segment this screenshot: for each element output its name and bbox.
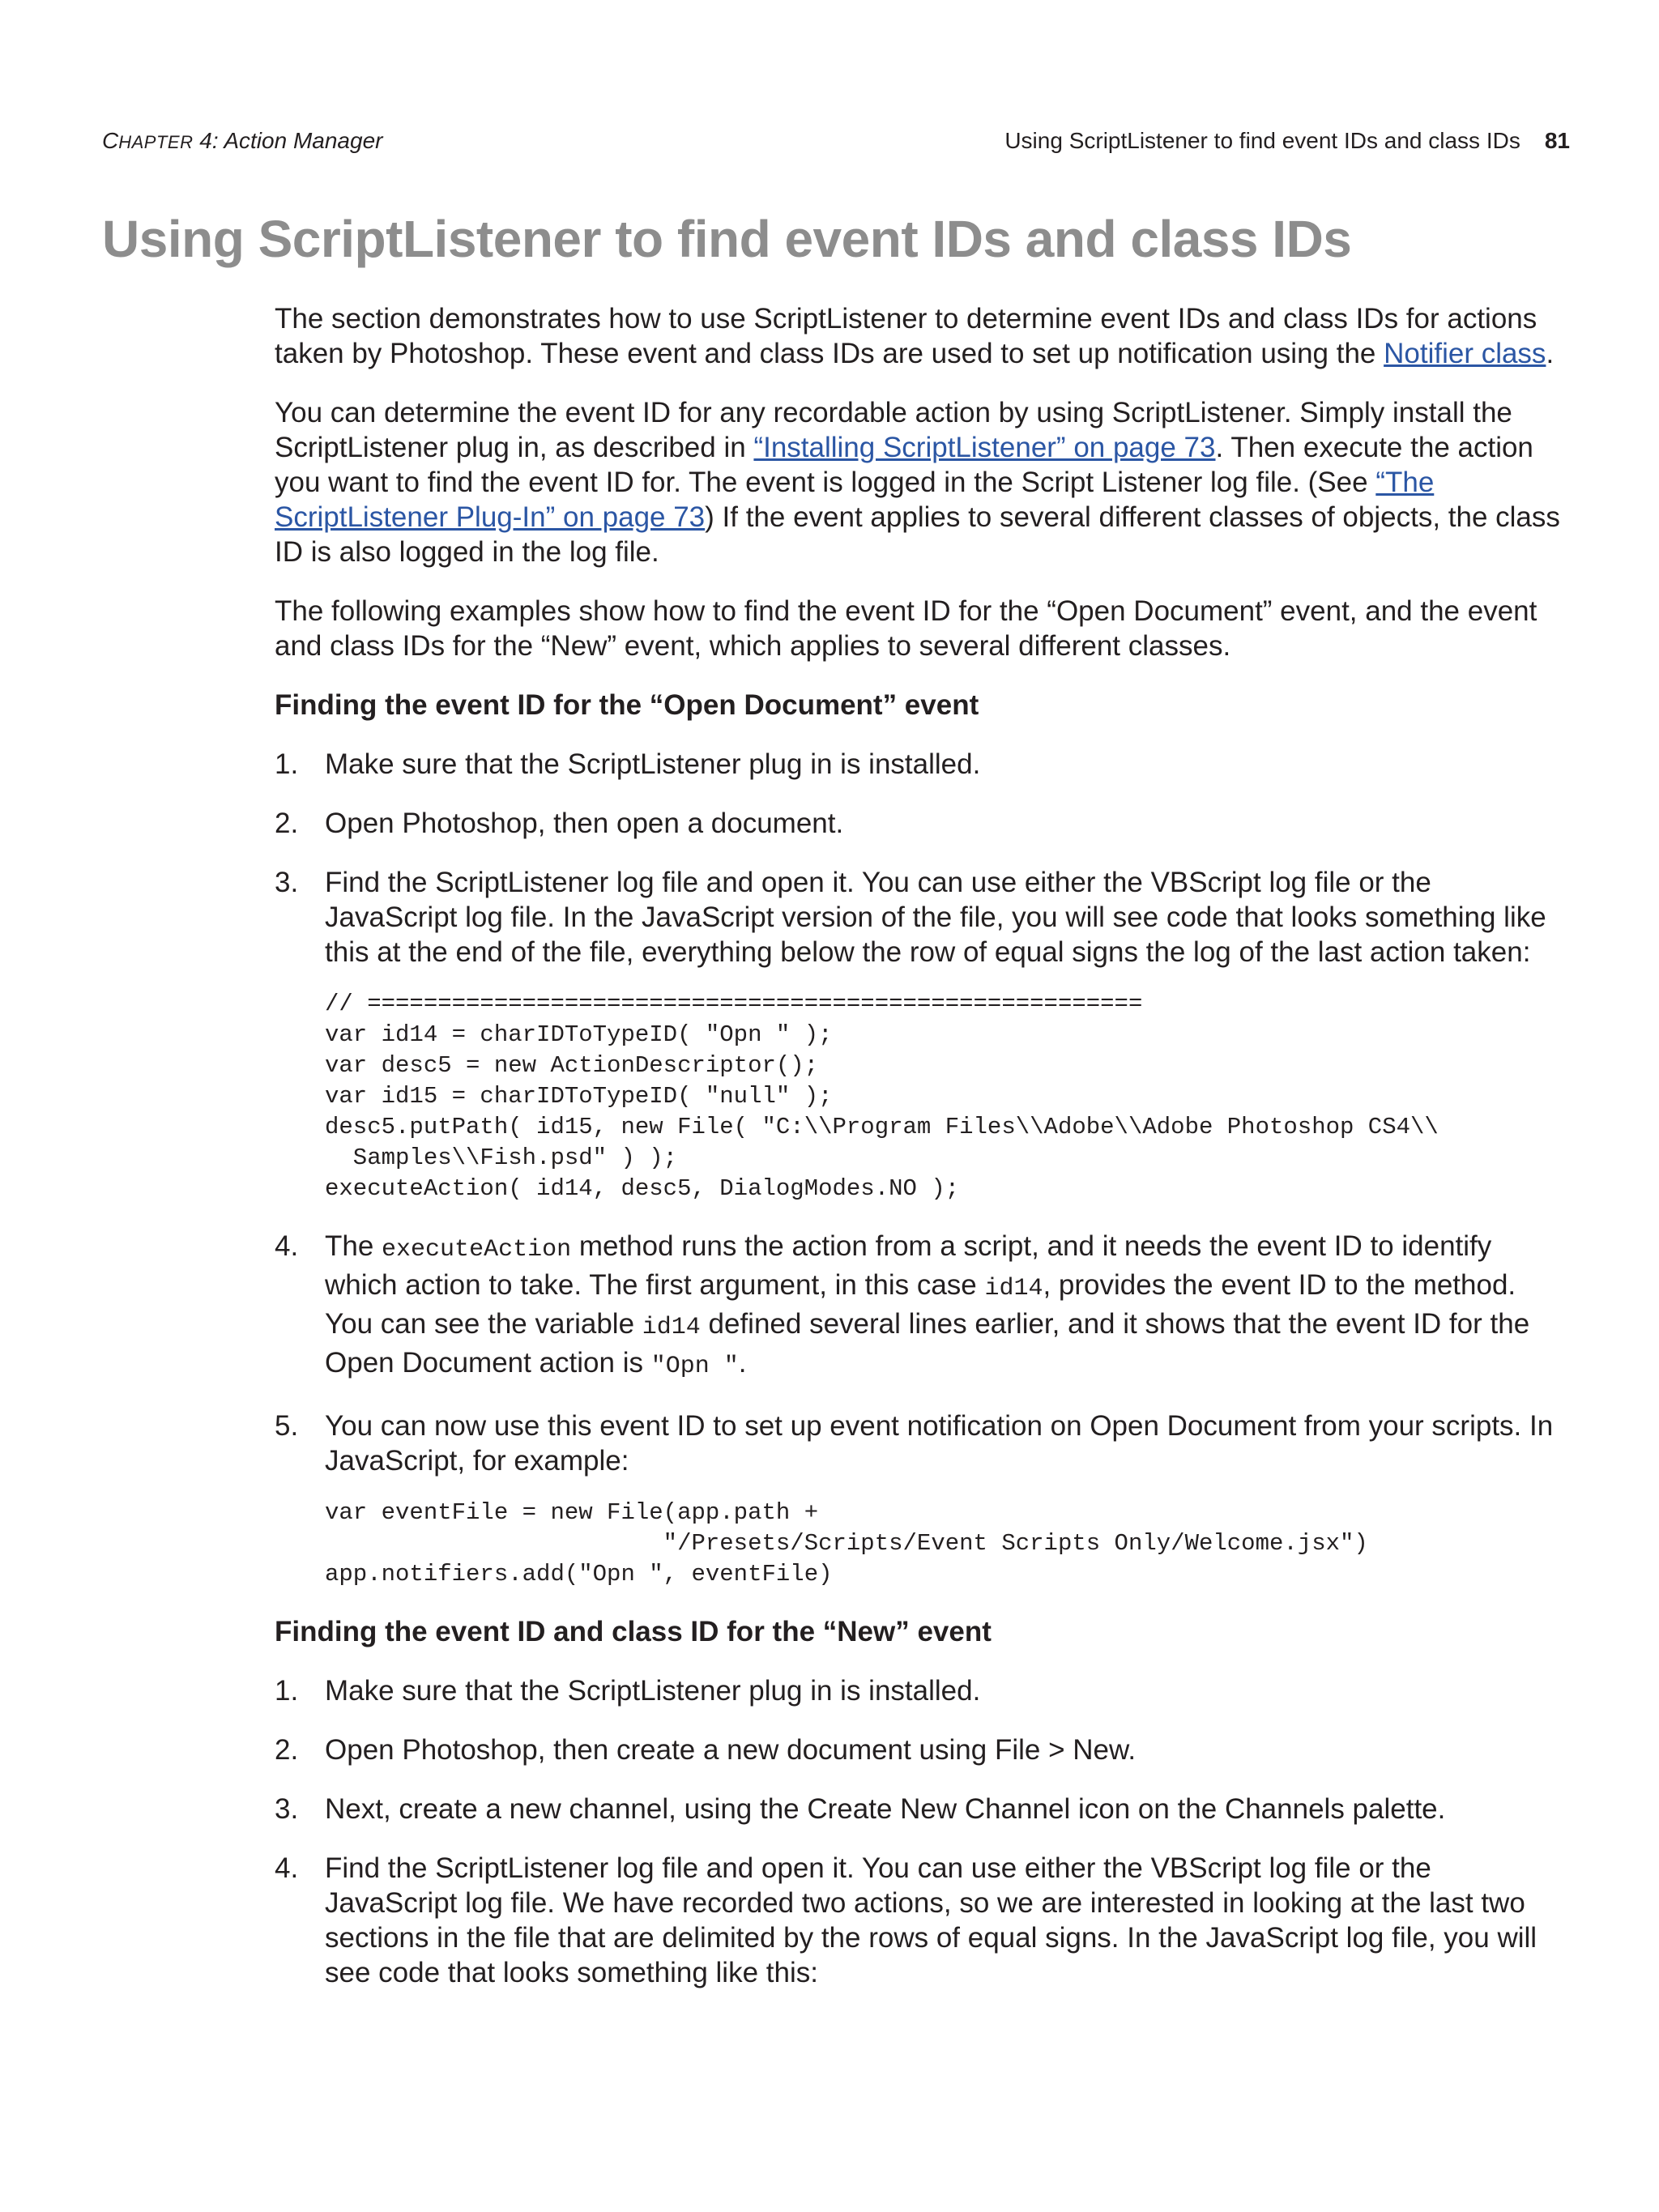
intro-paragraph-2: You can determine the event ID for any recordable action by using ScriptListener. Simply install the ScriptListener plug in, as described in “Installing ScriptListener” on page 73. Then execute the action you want to find the event ID for. The event is logged in the Script Listener log file. (See “The ScriptListener Plug-In” on page 73) If the event applies to several different classes of objects, the class ID is also logged in the log file. xyxy=(275,397,1560,568)
intro-paragraph-1: The section demonstrates how to use ScriptListener to determine event IDs and class IDs for actions taken by Photoshop. These event and class IDs are used to set up notification using the Notifier class. xyxy=(275,303,1555,369)
list-item: 3. Find the ScriptListener log file and open it. You can use either the VBScript log file or the JavaScript log file. In the JavaScript version of the file, you will see code that looks something like this at the end of the file, everything below the row of equal signs the log of the last action taken: // ======================================================= var id14 = charIDToTypeID( "Opn " ); var desc5 = new ActionDescriptor(); var id15 = charIDToTypeID( "null" ); desc5.putPath( id15, new File( "C:\\Program Files\\Adobe\\Adobe Photoshop CS4\\ Samples\\Fish.psd" ) ); executeAction( id14, desc5, DialogModes.NO ); xyxy=(275,865,1571,1204)
intro-paragraph-3: The following examples show how to find the event ID for the “Open Document” event, and the event and class IDs for the “New” event, which applies to several different classes. xyxy=(275,595,1537,662)
list-item: 3. Next, create a new channel, using the Create New Channel icon on the Channels palette. xyxy=(275,1793,1446,1825)
list-item: 1. Make sure that the ScriptListener plug in is installed. xyxy=(275,1675,981,1707)
new-event-steps xyxy=(275,1673,1571,1990)
list-item: 1. Make sure that the ScriptListener plug in is installed. xyxy=(275,748,981,780)
section-heading-open-document: Finding the event ID for the “Open Document” event xyxy=(275,689,979,721)
page-number: 81 xyxy=(1544,128,1570,153)
list-item: 2. Open Photoshop, then open a document. xyxy=(275,808,844,839)
list-item: 4. Find the ScriptListener log file and open it. You can use either the VBScript log file or the JavaScript log file. We have recorded two actions, so we are interested in looking at the last two sections in the file that are delimited by the rows of equal signs. In the JavaScript log file, you will see code that looks something like this: xyxy=(275,1852,1537,1988)
code-block-notifier: var eventFile = new File(app.path + "/Presets/Scripts/Event Scripts Only/Welcome.jsx") app.notifiers.add("Opn ", eventFile) xyxy=(325,1499,1368,1588)
running-header xyxy=(102,128,1570,160)
chapter-label: CHAPTER 4: Action Manager xyxy=(102,128,383,153)
code-block-open-log: // ======================================================= var id14 = charIDToTypeID( "Opn " ); var desc5 = new ActionDescriptor(); var id15 = charIDToTypeID( "null" ); desc5.putPath( id15, new File( "C:\\Program Files\\Adobe\\Adobe Photoshop CS4\\ Samples\\Fish.psd" ) ); executeAction( id14, desc5, DialogModes.NO ); xyxy=(325,991,1439,1202)
installing-scriptlistener-link[interactable]: “Installing ScriptListener” on page 73 xyxy=(753,432,1216,463)
header-section-title: Using ScriptListener to find event IDs and class IDs 81 xyxy=(1004,128,1570,153)
list-item: 2. Open Photoshop, then create a new document using File > New. xyxy=(275,1734,1137,1766)
page-title: Using ScriptListener to find event IDs and class IDs xyxy=(102,210,1352,268)
scriptlistener-plugin-link[interactable]: “The ScriptListener Plug-In” on page 73 xyxy=(275,467,1435,533)
open-document-steps xyxy=(275,747,1571,1590)
section-heading-new-event: Finding the event ID and class ID for the “New” event xyxy=(275,1616,992,1647)
notifier-class-link[interactable]: Notifier class xyxy=(1384,338,1546,369)
list-item: 5. You can now use this event ID to set up event notification on Open Document from your scripts. In JavaScript, for example: var eventFile = new File(app.path + "/Presets/Scripts/Event Scripts Only/Welcome.jsx") app.notifiers.add("Opn ", eventFile) xyxy=(275,1409,1571,1590)
page-body xyxy=(275,301,1571,2014)
list-item: 4. The executeAction method runs the action from a script, and it needs the event ID to identify which action to take. The first argument, in this case id14, provides the event ID to the method. You can see the variable id14 defined several lines earlier, and it shows that the event ID for the Open Document action is "Opn ". xyxy=(275,1230,1530,1380)
